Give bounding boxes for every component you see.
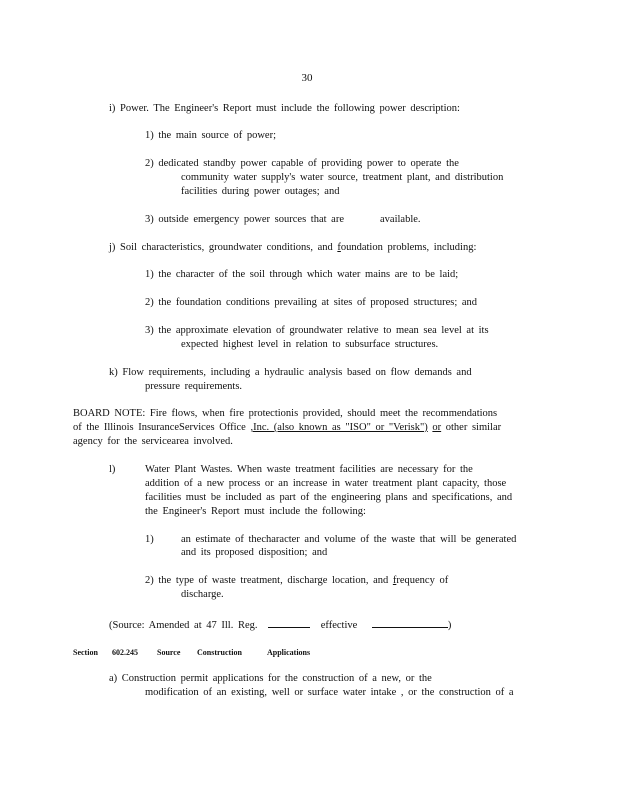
wastes-label: l) xyxy=(109,464,116,475)
board-note-line-2-text: of the Illinois InsuranceServices Office xyxy=(73,422,251,433)
soil-heading-underlined: f xyxy=(337,242,341,253)
power-item-2-line-2: community water supply's water source, treatment plant, and distribution xyxy=(181,172,504,183)
power-item-1: 1) the main source of power; xyxy=(145,130,277,141)
wastes-line-3: facilities must be included as part of the engineering plans and specifications, and xyxy=(145,492,513,503)
section-number: 602.245 xyxy=(112,648,138,657)
source-text: (Source: Amended at 47 Ill. Reg. xyxy=(109,620,258,631)
soil-item-3-line-1: 3) the approximate elevation of groundwater relative to mean sea level at its xyxy=(145,325,489,336)
board-note-line-1: BOARD NOTE: Fire flows, when fire protectionis provided, should meet the recommendations xyxy=(73,408,498,419)
power-item-2-line-3: facilities during power outages; and xyxy=(181,186,340,197)
wastes-line-4: the Engineer's Report must include the following: xyxy=(145,506,366,517)
wastes-item-2-line-2: discharge. xyxy=(181,589,224,600)
section-title-word-3: Applications xyxy=(267,648,311,657)
soil-item-2: 2) the foundation conditions prevailing at sites of proposed structures; and xyxy=(145,297,478,308)
soil-heading-rest: oundation problems, including: xyxy=(340,242,477,253)
power-item-3-text: 3) outside emergency power sources that are xyxy=(145,214,344,225)
construction-line-2-text: modification of an existing, xyxy=(145,687,272,698)
power-item-2-line-1: 2) dedicated standby power capable of providing power to operate the xyxy=(145,158,459,169)
soil-heading-text: j) Soil characteristics, groundwater conditions, and xyxy=(109,242,333,253)
power-item-3 xyxy=(145,213,421,226)
soil-item-3-line-2: expected highest level in relation to subsurface structures. xyxy=(181,339,439,350)
wastes-item-2-underlined: f xyxy=(392,575,397,586)
wastes-item-1-line-1: an estimate of thecharacter and volume of the waste that will be generated xyxy=(181,534,517,545)
wastes-item-2-line-1 xyxy=(145,574,448,587)
section-label: Section xyxy=(73,648,98,657)
source-close: ) xyxy=(447,620,452,631)
board-note-line-3: agency for the servicearea involved. xyxy=(73,436,233,447)
flow-line-2: pressure requirements. xyxy=(145,381,243,392)
board-note-underlined-inc: ,Inc. (also known as "ISO" or "Verisk") xyxy=(250,422,428,433)
board-note-line-2-end: other similar xyxy=(441,422,502,433)
wastes-line-2: addition of a new process or an increase in water treatment plant capacity, those xyxy=(145,478,507,489)
source-volume-blank xyxy=(268,616,310,628)
source-effective: effective xyxy=(320,620,358,631)
page-number: 30 xyxy=(301,72,313,84)
flow-line-1: k) Flow requirements, including a hydraulic analysis based on flow demands and xyxy=(109,367,472,378)
source-date-blank xyxy=(372,616,448,628)
power-heading: i) Power. The Engineer's Report must include the following power description: xyxy=(109,103,460,114)
soil-item-1: 1) the character of the soil through which water mains are to be laid; xyxy=(145,269,459,280)
construction-line-2-rest: well or surface water intake , or the construction of a xyxy=(271,687,514,698)
board-note-line-2 xyxy=(73,421,501,434)
source-note xyxy=(109,616,451,632)
section-title-word-2: Construction xyxy=(197,648,242,657)
soil-heading xyxy=(109,241,476,254)
construction-line-2 xyxy=(145,686,514,699)
wastes-item-1-line-2: and its proposed disposition; and xyxy=(181,547,328,558)
power-item-3-end: available. xyxy=(380,214,421,225)
construction-line-1: a) Construction permit applications for the construction of a new, or the xyxy=(109,673,432,684)
wastes-item-2-rest: requency of xyxy=(396,575,449,586)
wastes-line-1: Water Plant Wastes. When waste treatment facilities are necessary for the xyxy=(145,464,473,475)
board-note-underlined-or: or xyxy=(432,422,442,433)
section-title-word-1: Source xyxy=(157,648,181,657)
wastes-item-2-text: 2) the type of waste treatment, discharge location, and xyxy=(145,575,393,586)
wastes-item-1-label: 1) xyxy=(145,534,154,545)
